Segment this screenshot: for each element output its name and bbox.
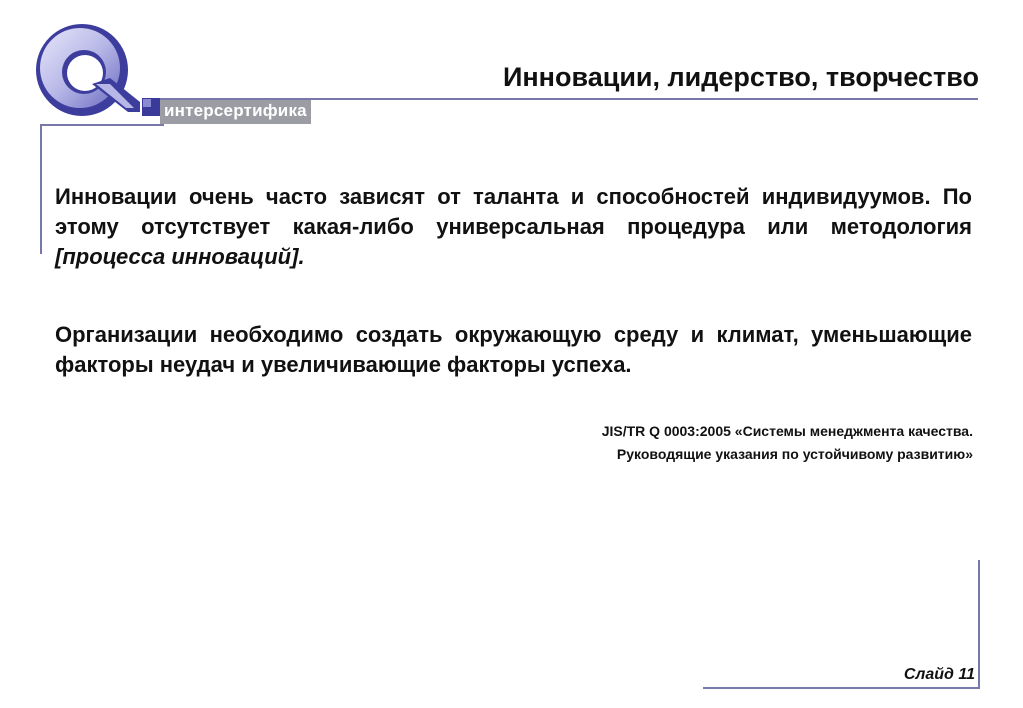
- intersertifika-logo: [30, 18, 165, 130]
- header-rule: [160, 98, 978, 100]
- logo-under-rule: [40, 124, 164, 126]
- source-line-2: Руководящие указания по устойчивому развитию»: [616, 446, 973, 462]
- paragraph-innovation: [55, 182, 972, 272]
- right-rule: [978, 560, 980, 689]
- paragraph-organization: Организации необходимо создать окружающую среду и климат, уменьшающие факторы неудач и увеличивающие факторы успеха.: [55, 322, 972, 377]
- paragraph-innovation-italic: [процесса инноваций].: [55, 244, 305, 269]
- slide-title: Инновации, лидерство, творчество: [502, 62, 979, 92]
- left-rule: [40, 124, 42, 254]
- source-line-1: JIS/TR Q 0003:2005 «Системы менеджмента качества.: [601, 423, 973, 439]
- paragraph-innovation-text: Инновации очень часто зависят от таланта и способностей индивидуумов. По этому отсутствует какая-либо универсальная процедура или методология: [55, 184, 972, 239]
- footer-rule: [703, 687, 980, 689]
- slide-number: Слайд 11: [903, 666, 975, 683]
- brand-name: интерсертифика: [160, 98, 311, 124]
